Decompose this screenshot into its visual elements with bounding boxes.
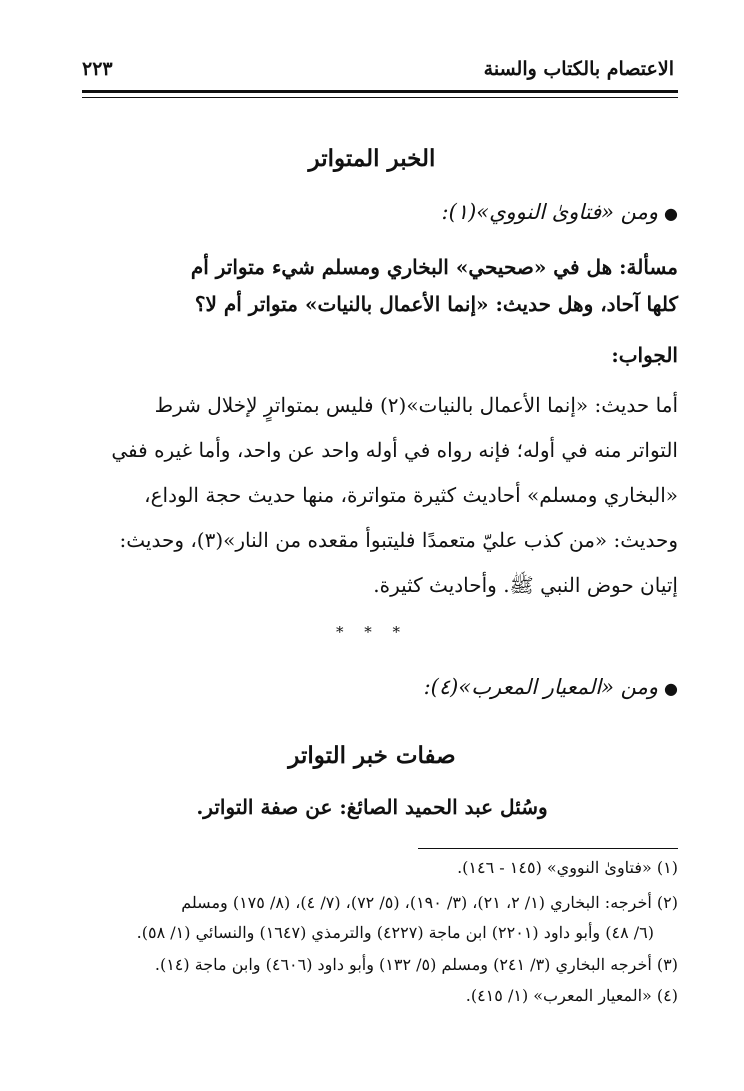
- footnote: (٤) «المعيار المعرب» (١/ ٤١٥).: [465, 986, 678, 1005]
- source-text-1: ومن «فتاوىٰ النووي»(١):: [441, 200, 659, 224]
- answer-line: إتيان حوض النبي ﷺ. وأحاديث كثيرة.: [373, 573, 678, 597]
- source-line-1: [442, 200, 679, 224]
- answer-label: الجواب:: [611, 343, 678, 367]
- footnote: (٢) أخرجه: البخاري (١/ ٢، ٢١)، (٣/ ١٩٠)، (٥/ ٧٢)، (٧/ ٤)، (٨/ ١٧٥) ومسلم: [181, 893, 678, 912]
- answer-line: «البخاري ومسلم» أحاديث كثيرة متواترة، منها حديث حجة الوداع،: [144, 483, 678, 507]
- question-line-2: كلها آحاد، وهل حديث: «إنما الأعمال بالنيات» متواتر أم لا؟: [194, 292, 678, 316]
- footnote: (١) «فتاوىٰ النووي» (١٤٥ - ١٤٦).: [457, 858, 678, 877]
- section-heading-1: الخبر المتواتر: [308, 145, 436, 172]
- answer-line: التواتر منه في أوله؛ فإنه رواه في أوله واحد عن واحد، وأما غيره ففي: [111, 438, 678, 462]
- answer-line: أما حديث: «إنما الأعمال بالنيات»(٢) فليس بمتواترٍ لإخلال شرط: [154, 393, 678, 417]
- source-line-2: [424, 675, 678, 699]
- page-number: ٢٢٣: [82, 58, 113, 80]
- footnote-continuation: (٦/ ٤٨) وأبو داود (٢٢٠١) ابن ماجة (٤٢٢٧) والترمذي (١٦٤٧) والنسائي (١/ ٥٨).: [136, 923, 654, 942]
- source-text-2: ومن «المعيار المعرب»(٤):: [423, 675, 659, 699]
- answer-line: وحديث: «من كذب عليّ متعمدًا فليتبوأ مقعده من النار»(٣)، وحديث:: [119, 528, 678, 552]
- section-heading-2: صفات خبر التواتر: [288, 742, 456, 769]
- header-rule-thin: [82, 97, 678, 98]
- bullet-dot-icon: ●: [664, 679, 678, 698]
- footnote-rule: [418, 848, 678, 849]
- bullet-dot-icon: ●: [664, 204, 678, 223]
- footnote: (٣) أخرجه البخاري (٣/ ٢٤١) ومسلم (٥/ ١٣٢) وأبو داود (٤٦٠٦) وابن ماجة (١٤).: [154, 955, 678, 974]
- question-line-1: مسألة: هل في «صحيحي» البخاري ومسلم شيء متواتر أم: [190, 255, 678, 279]
- header-rule-thick: [82, 90, 678, 93]
- question-line-3: وسُئل عبد الحميد الصائغ: عن صفة التواتر.: [196, 795, 548, 819]
- running-header-title: الاعتصام بالكتاب والسنة: [483, 58, 674, 80]
- section-separator: * * *: [335, 623, 409, 641]
